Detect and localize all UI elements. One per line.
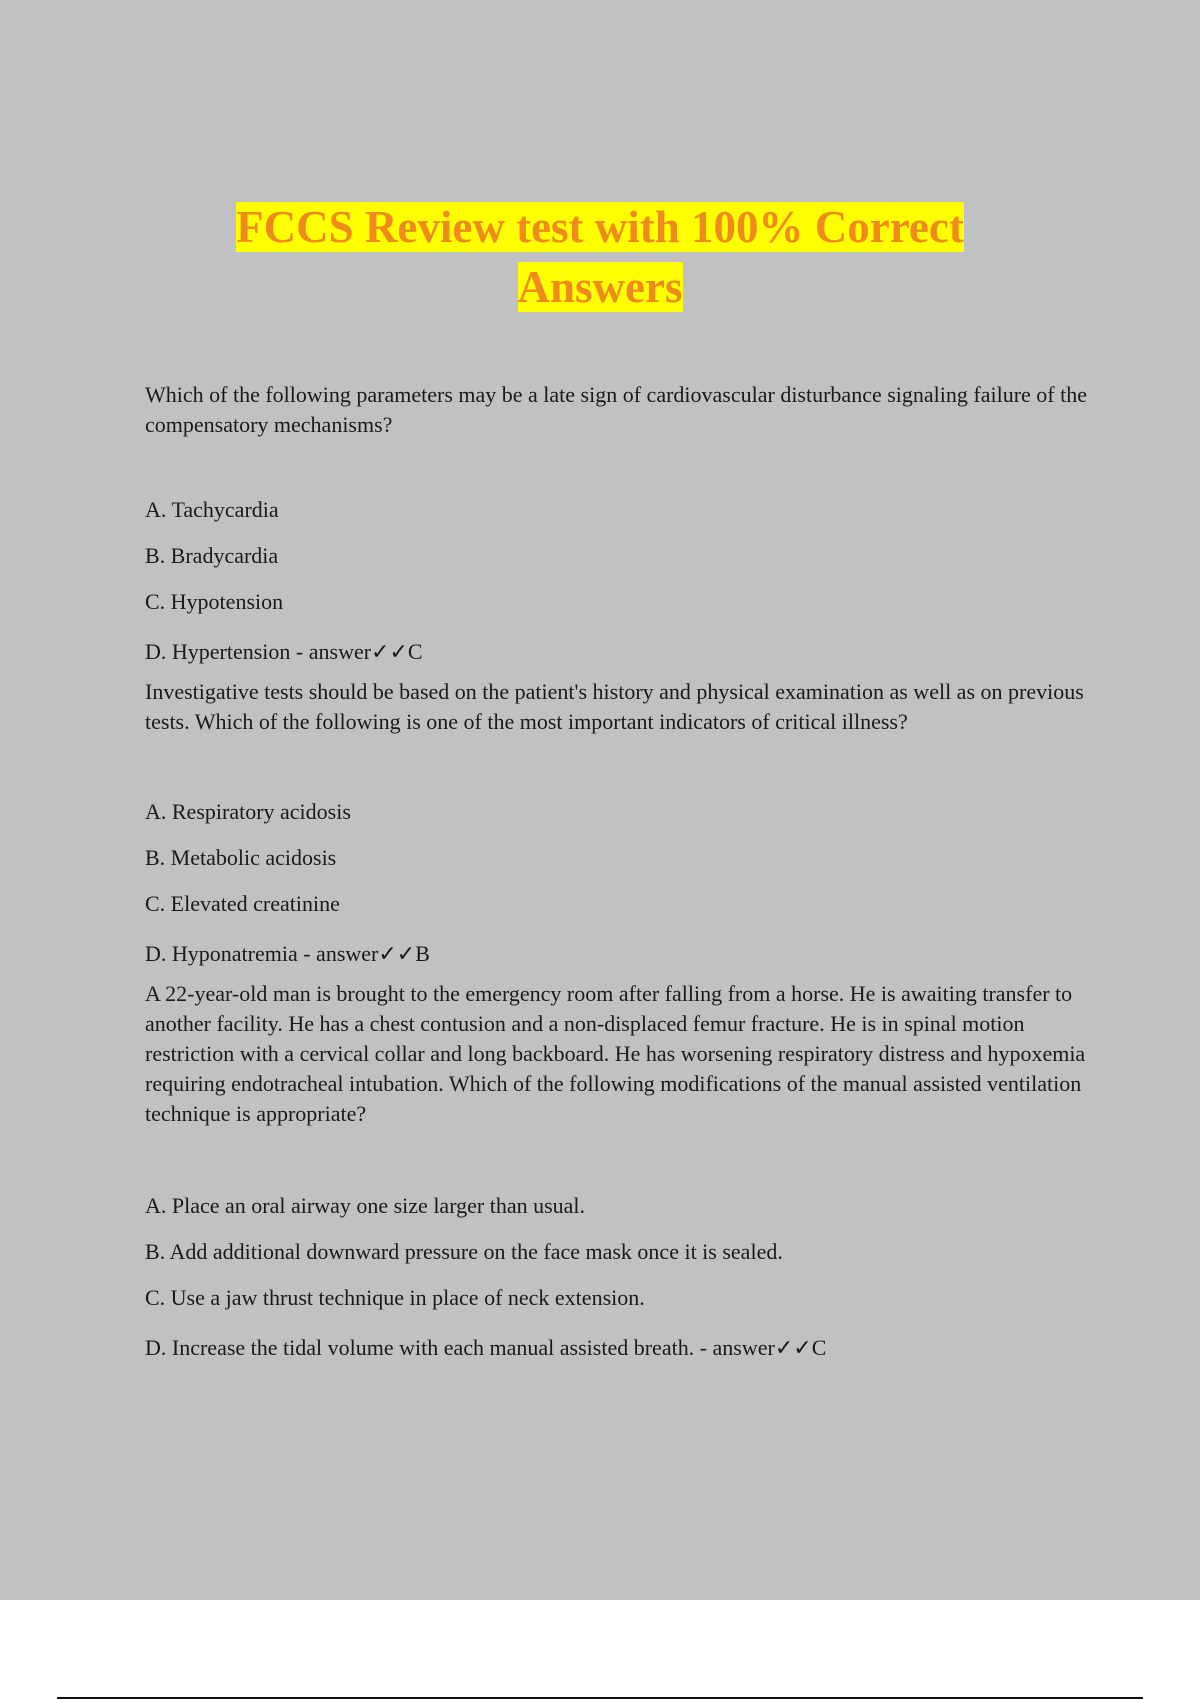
option-c: C. Hypotension (145, 589, 284, 614)
option-a: A. Respiratory acidosis (145, 799, 351, 824)
option-c: C. Use a jaw thrust technique in place of neck extension. (145, 1285, 645, 1310)
question-list (145, 380, 1095, 1363)
option-d-with-answer: D. Hyponatremia - answer✓✓B (145, 941, 430, 966)
title-line-1: FCCS Review test with 100% Correct (236, 202, 964, 253)
option-a: A. Tachycardia (145, 497, 279, 522)
answer-options (145, 797, 1095, 969)
option-b: B. Add additional downward pressure on the face mask once it is sealed. (145, 1239, 783, 1264)
answer-options (145, 1191, 1095, 1363)
option-b: B. Metabolic acidosis (145, 845, 337, 870)
option-a: A. Place an oral airway one size larger than usual. (145, 1193, 586, 1218)
option-d-with-answer: D. Hypertension - answer✓✓C (145, 639, 423, 664)
option-c: C. Elevated creatinine (145, 891, 340, 916)
question-text: Which of the following parameters may be a late sign of cardiovascular disturbance signaling failure of the compensatory mechanisms? (145, 382, 1087, 437)
question-block-2 (145, 677, 1095, 969)
footer-divider (57, 1697, 1143, 1699)
question-text: A 22-year-old man is brought to the emergency room after falling from a horse. He is awaiting transfer to another facility. He has a chest contusion and a non-displaced femur fracture. He is in spinal motion restriction with a cervical collar and long backboard. He has worsening respiratory distress and hypoxemia requiring endotracheal intubation. Which of the following modifications of the manual assisted ventilation technique is appropriate? (145, 981, 1086, 1126)
question-block-3 (145, 979, 1095, 1363)
question-text: Investigative tests should be based on the patient's history and physical examination as well as on previous tests. Which of the following is one of the most important indicators of critical illness? (145, 679, 1084, 734)
option-d-with-answer: D. Increase the tidal volume with each manual assisted breath. - answer✓✓C (145, 1335, 827, 1360)
answer-options (145, 495, 1095, 667)
document-title (0, 197, 1200, 317)
question-block-1 (145, 380, 1095, 667)
title-line-2: Answers (517, 262, 683, 313)
option-b: B. Bradycardia (145, 543, 279, 568)
